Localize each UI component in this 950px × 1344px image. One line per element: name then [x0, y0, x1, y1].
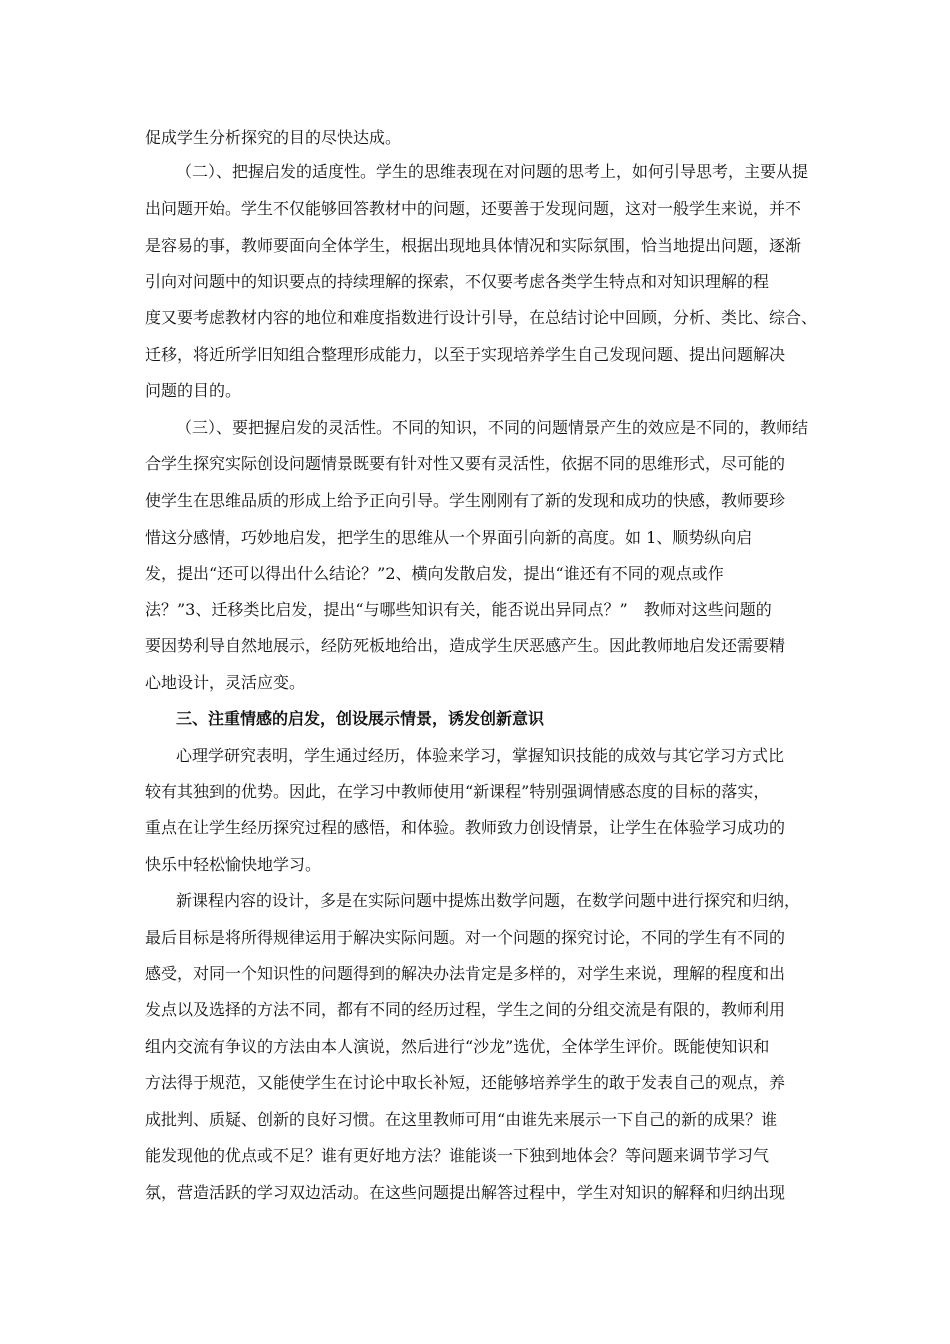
text-line: 重点在让学生经历探究过程的感悟，和体验。教师致力创设情景，让学生在体验学习成功的 [145, 818, 786, 837]
text-line: 问题的目的。 [145, 381, 242, 400]
text-line: 发，提出“还可以得出什么结论？”2、横向发散启发，提出“谁还有不同的观点或作 [145, 564, 724, 583]
text-line: 惜这分感情，巧妙地启发，把学生的思维从一个界面引向新的高度。如 1、顺势纵向启 [145, 528, 753, 547]
text-line: 促成学生分析探究的目的尽快达成。 [145, 128, 402, 147]
text-line: 是容易的事，教师要面向全体学生，根据出现地具体情况和实际氛围，恰当地提出问题，逐渐 [145, 236, 802, 255]
text-line: 引向对问题中的知识要点的持续理解的探索，不仅要考虑各类学生特点和对知识理解的程 [145, 272, 770, 291]
text-line: 氛，营造活跃的学习双边活动。在这些问题提出解答过程中，学生对知识的解释和归纳出现 [145, 1183, 786, 1202]
text-line: 要因势利导自然地展示，经防死板地给出，造成学生厌恶感产生。因此教师地启发还需要精 [145, 636, 786, 655]
section-heading: 三、注重情感的启发，创设展示情景，诱发创新意识 [176, 709, 545, 728]
paragraph-3-line: （三）、要把握启发的灵活性。不同的知识，不同的问题情景产生的效应是不同的，教师结 [176, 418, 809, 437]
text-line: 最后目标是将所得规律运用于解决实际问题。对一个问题的探究讨论，不同的学生有不同的 [145, 928, 786, 947]
text-line: 成批判、质疑、创新的良好习惯。在这里教师可用“由谁先来展示一下自己的新的成果？谁 [145, 1110, 778, 1129]
text-line: 使学生在思维品质的形成上给予正向引导。学生刚刚有了新的发现和成功的快感，教师要珍 [145, 491, 786, 510]
text-line: 方法得于规范，又能使学生在讨论中取长补短，还能够培养学生的敢于发表自己的观点，养 [145, 1073, 786, 1092]
text-line: 法？”3、迁移类比启发，提出“与哪些知识有关，能否说出异同点？” 教师对这些问题的 [145, 600, 772, 619]
text-line: 较有其独到的优势。因此，在学习中教师使用“新课程”特别强调情感态度的目标的落实， [145, 782, 770, 801]
text-line: 发点以及选择的方法不同，都有不同的经历过程，学生之间的分组交流是有限的，教师利用 [145, 1000, 786, 1019]
text-line: 能发现他的优点或不足？谁有更好地方法？谁能谈一下独到地体会？等问题来调节学习气 [145, 1146, 770, 1165]
text-line: 合学生探究实际创设问题情景既要有针对性又要有灵活性，依据不同的思维形式，尽可能的 [145, 454, 786, 473]
paragraph-5-line: 新课程内容的设计，多是在实际问题中提炼出数学问题，在数学问题中进行探究和归纳， [176, 891, 801, 910]
text-line: 快乐中轻松愉快地学习。 [145, 855, 322, 874]
text-line: 组内交流有争议的方法由本人演说，然后进行“沙龙”选优，全体学生评价。既能使知识和 [145, 1037, 770, 1056]
text-line: 感受，对同一个知识性的问题得到的解决办法肯定是多样的，对学生来说，理解的程度和出 [145, 964, 786, 983]
paragraph-2-line: （二）、把握启发的适度性。学生的思维表现在对问题的思考上，如何引导思考，主要从提 [176, 162, 809, 181]
text-line: 度又要考虑教材内容的地位和难度指数进行设计引导，在总结讨论中回顾，分析、类比、综合、 [145, 308, 818, 327]
text-line: 出问题开始。学生不仅能够回答教材中的问题，还要善于发现问题，这对一般学生来说，并不 [145, 199, 802, 218]
paragraph-4-line: 心理学研究表明，学生通过经历，体验来学习，掌握知识技能的成效与其它学习方式比 [176, 746, 785, 765]
text-line: 迁移，将近所学旧知组合整理形成能力，以至于实现培养学生自己发现问题、提出问题解决 [145, 345, 786, 364]
text-line: 心地设计，灵活应变。 [145, 673, 306, 692]
